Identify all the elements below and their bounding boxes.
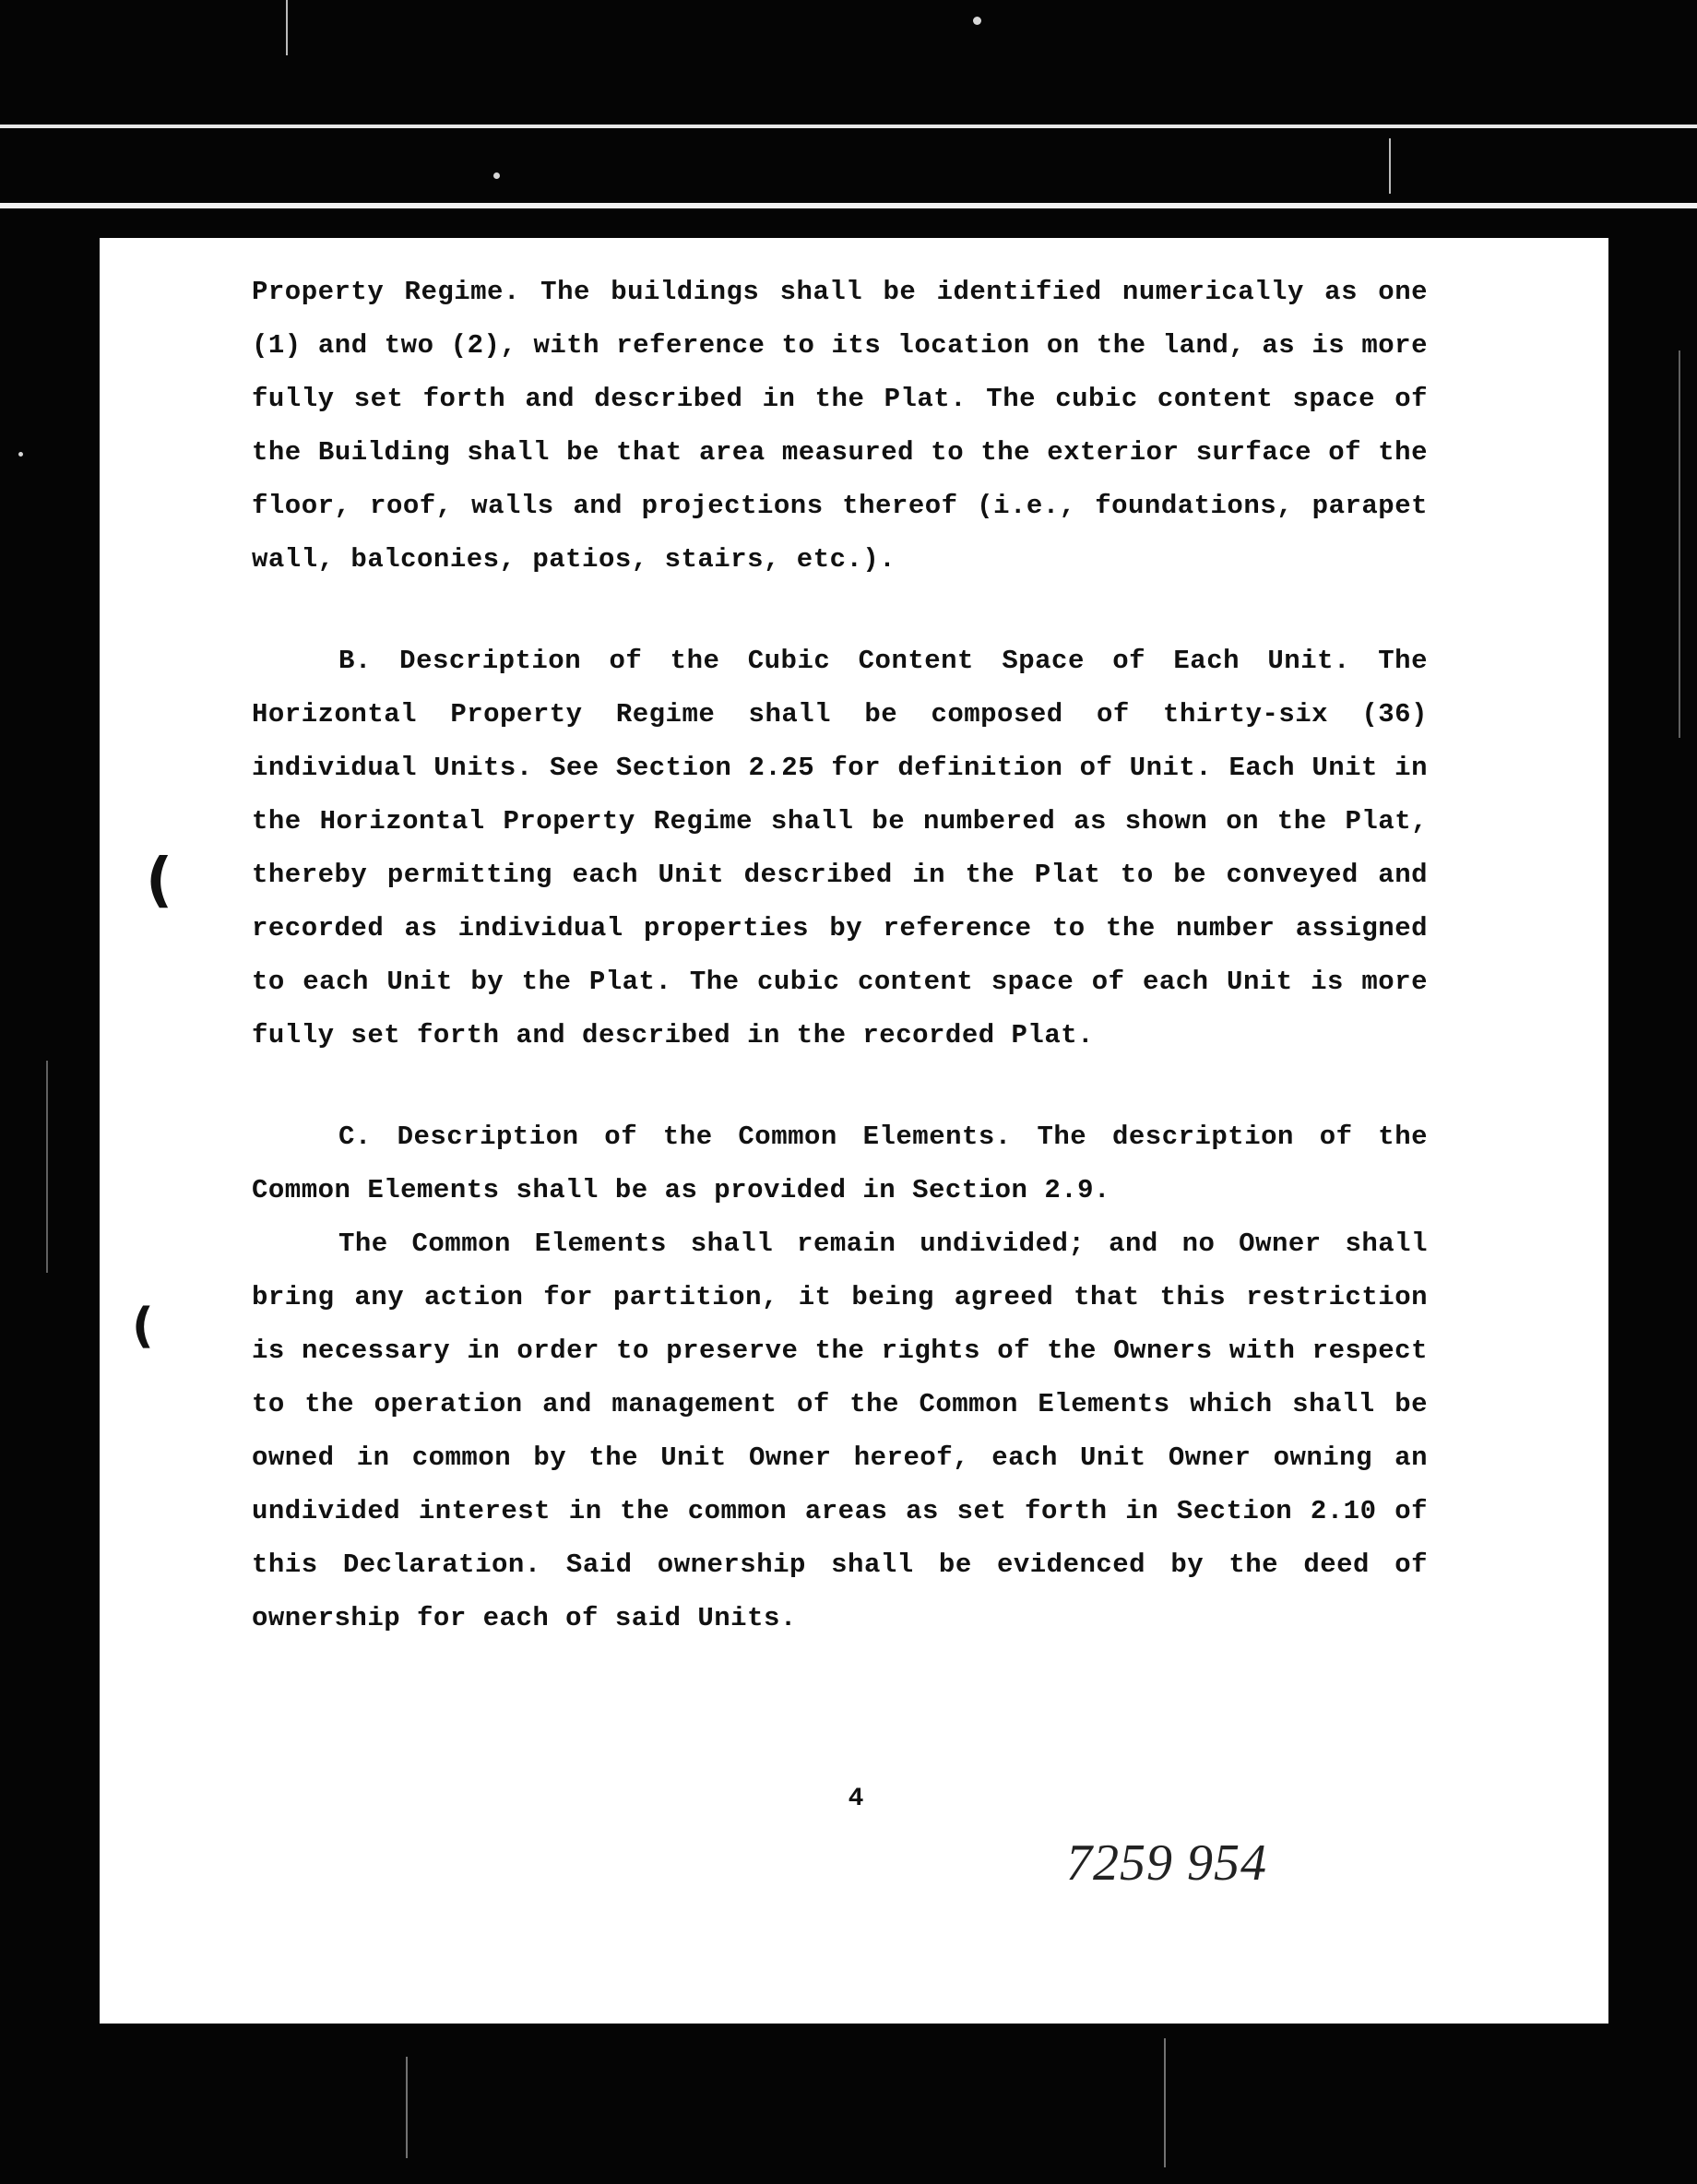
scan-scratch bbox=[406, 2057, 408, 2158]
paragraph-section-c: C. Description of the Common Elements. The description of the Common Elements shall be as provided in Section 2.9. bbox=[252, 1122, 1428, 1205]
document-page bbox=[100, 238, 1608, 2024]
record-stamp: 7259 954 bbox=[1066, 1834, 1267, 1892]
paragraph-property-regime: Property Regime. The buildings shall be identified numerically as one (1) and two (2), with reference to its location on the land, as is more fully set forth and described in the Plat. The cubic content space of the Building shall be that area measured to the exterior surface of the floor, roof, walls and projections thereof (i.e., foundations, parapet wall, balconies, patios, stairs, etc.). bbox=[252, 277, 1428, 575]
paragraph-common-elements: The Common Elements shall remain undivided; and no Owner shall bring any action for partition, it being agreed that this restriction is necessary in order to preserve the rights of the Owners with respect to the operation and management of the Common Elements which shall be owned in common by the Unit Owner hereof, each Unit Owner owning an undivided interest in the common areas as set forth in Section 2.10 of this Declaration. Said ownership shall be evidenced by the deed of ownership for each of said Units. bbox=[252, 1228, 1428, 1633]
scan-speck bbox=[18, 452, 23, 457]
scan-border-line bbox=[0, 203, 1697, 208]
scan-scratch bbox=[286, 0, 288, 55]
scan-scratch bbox=[1389, 138, 1391, 194]
margin-mark: ( bbox=[132, 1299, 154, 1354]
document-body bbox=[252, 266, 1428, 1645]
scan-scratch bbox=[46, 1061, 48, 1273]
paragraph-section-b: B. Description of the Cubic Content Space of Each Unit. The Horizontal Property Regime shall be composed of thirty-six (36) individual Units. See Section 2.25 for definition of Unit. Each Unit in the Horizontal Property Regime shall be numbered as shown on the Plat, thereby permitting each Unit described in the Plat to be conveyed and recorded as individual properties by reference to the number assigned to each Unit by the Plat. The cubic content space of each Unit is more fully set forth and described in the recorded Plat. bbox=[252, 646, 1428, 1050]
page-number: 4 bbox=[848, 1785, 864, 1813]
scan-scratch bbox=[1164, 2038, 1166, 2167]
margin-mark: ( bbox=[146, 847, 173, 915]
scan-speck bbox=[973, 17, 981, 25]
scan-border-line bbox=[0, 125, 1697, 128]
scan-speck bbox=[493, 172, 500, 179]
scan-scratch bbox=[1679, 350, 1680, 738]
